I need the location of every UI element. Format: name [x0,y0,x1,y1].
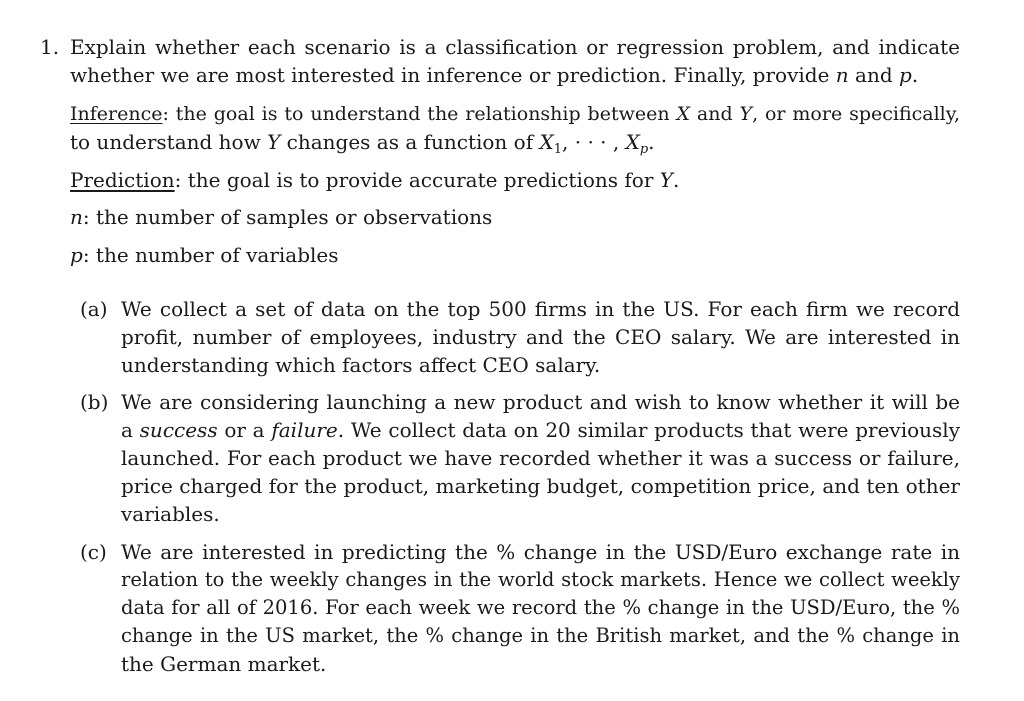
scenario-c-label: (c) [80,540,107,564]
scenario-a-line3: understanding which factors affect CEO salary. [121,353,601,377]
scenario-b-line2: a success or a failure. We collect data on 20 similar products that were previously [121,418,960,442]
scenario-a-line1: We collect a set of data on the top 500 firms in the US. For each firm we record [121,297,960,321]
question-intro-line2: whether we are most interested in inference or prediction. Finally, provide n and p. [70,63,919,87]
question-intro-line1: Explain whether each scenario is a classification or regression problem, and indicate [70,35,960,59]
scenario-c-line5: the German market. [121,652,327,676]
inference-term: Inference [70,103,163,125]
scenario-b-line1: We are considering launching a new product and wish to know whether it will be [121,390,960,414]
inference-definition-line1: Inference: the goal is to understand the relationship between X and Y, or more specifically, [70,103,960,125]
prediction-definition: Prediction: the goal is to provide accurate predictions for Y. [70,168,680,192]
n-definition: n: the number of samples or observations [70,205,493,229]
p-definition: p: the number of variables [70,243,339,267]
scenario-c-line4: change in the US market, the % change in the British market, and the % change in [121,624,960,647]
scenario-b-label: (b) [80,390,109,414]
scenario-b-line4: price charged for the product, marketing budget, competition price, and ten other [121,474,960,498]
scenario-c-line2: relation to the weekly changes in the world stock markets. Hence we collect weekly [121,568,960,591]
scenario-b-line5: variables. [121,502,220,526]
question-number: 1. [40,35,60,59]
scenario-c-line1: We are interested in predicting the % change in the USD/Euro exchange rate in [121,540,960,564]
scenario-a-label: (a) [80,297,108,321]
scenario-b-line3: launched. For each product we have recorded whether it was a success or failure, [121,446,960,470]
prediction-term: Prediction [70,168,175,192]
inference-definition-line2: to understand how Y changes as a function of $X_1$, · · · , $X_p$. [70,130,655,157]
scenario-a-line2: profit, number of employees, industry and the CEO salary. We are interested in [121,325,960,349]
scenario-c-line3: data for all of 2016. For each week we record the % change in the USD/Euro, the % [121,596,960,619]
